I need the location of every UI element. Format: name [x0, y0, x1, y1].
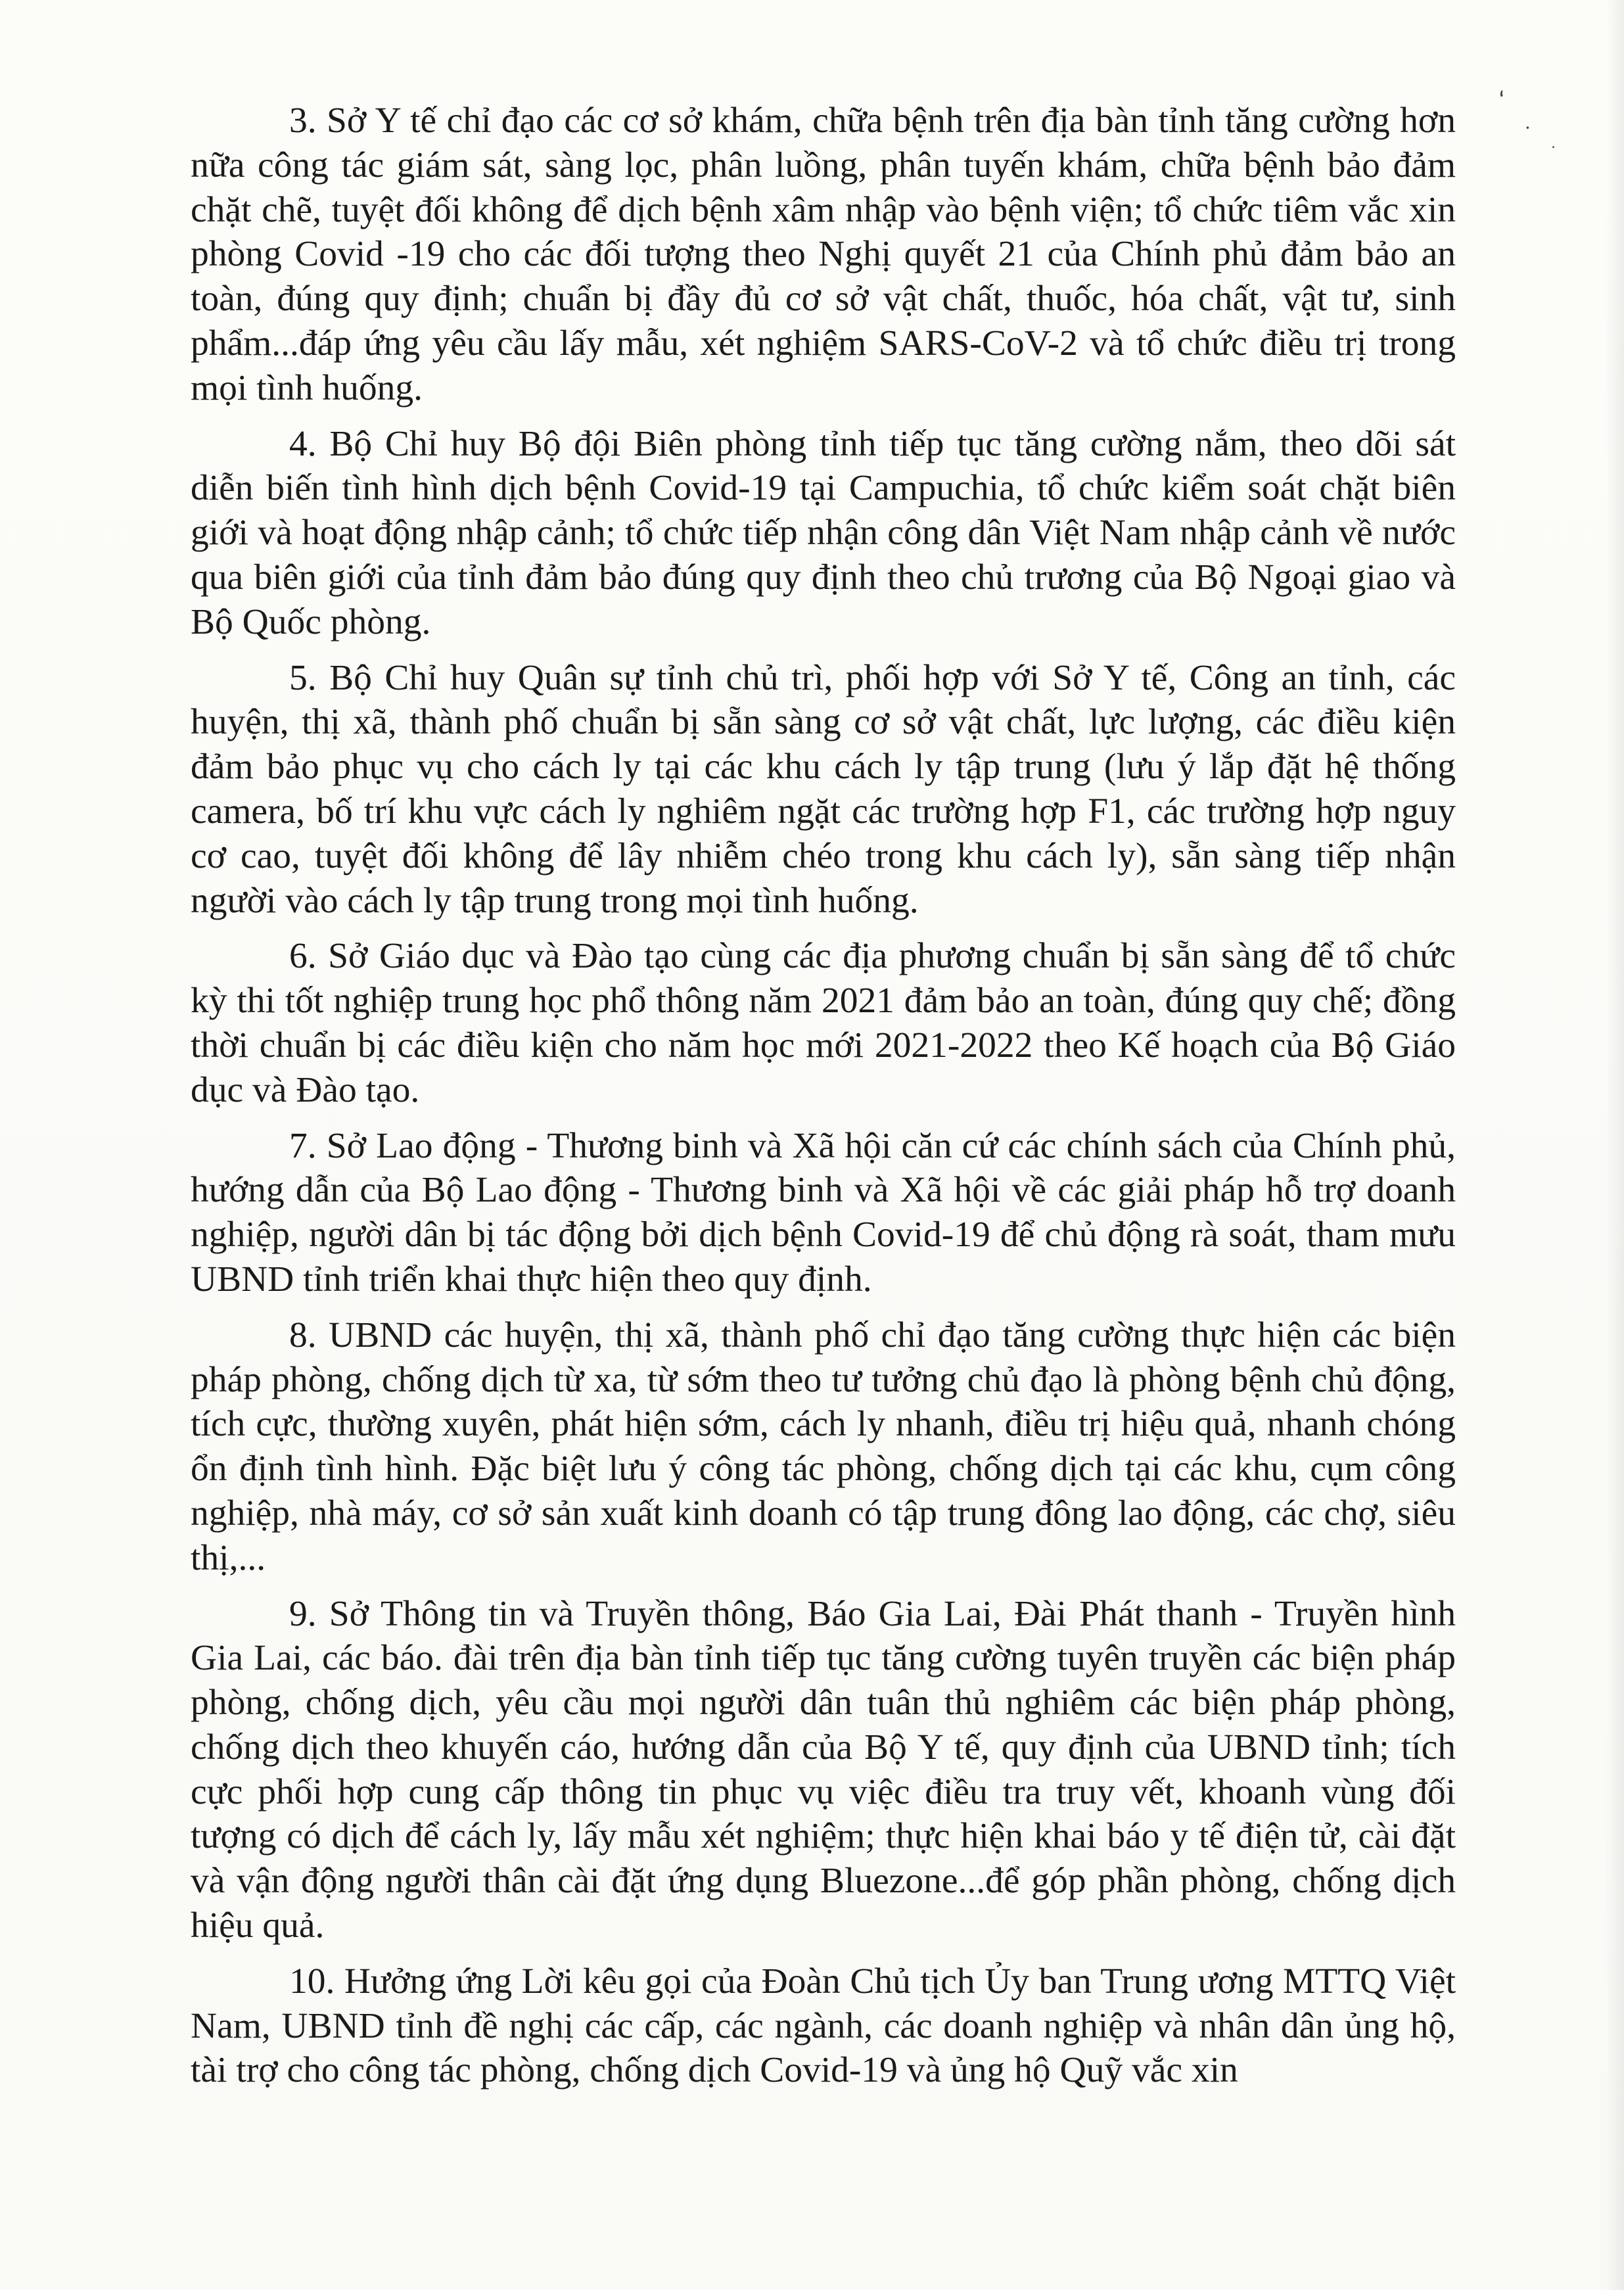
scan-mark: . [1551, 135, 1556, 152]
paragraph-3: 3. Sở Y tế chỉ đạo các cơ sở khám, chữa bệnh trên địa bàn tỉnh tăng cường hơn nữa công tác giám sát, sàng lọc, phân luồng, phân tuyến khám, chữa bệnh bảo đảm chặt chẽ, tuyệt đối không để dịch bệnh xâm nhập vào bệnh viện; tổ chức tiêm vắc xin phòng Covid -19 cho các đối tượng theo Nghị quyết 21 của Chính phủ đảm bảo an toàn, đúng quy định; chuẩn bị đầy đủ cơ sở vật chất, thuốc, hóa chất, vật tư, sinh phẩm...đáp ứng yêu cầu lấy mẫu, xét nghiệm SARS-CoV-2 và tổ chức điều trị trong mọi tình huống. [191, 101, 1456, 408]
document-body [191, 99, 1456, 2104]
paragraph-5: 5. Bộ Chỉ huy Quân sự tỉnh chủ trì, phối hợp với Sở Y tế, Công an tỉnh, các huyện, thị xã, thành phố chuẩn bị sẵn sàng cơ sở vật chất, lực lượng, các điều kiện đảm bảo phục vụ cho cách ly tại các khu cách ly tập trung (lưu ý lắp đặt hệ thống camera, bố trí khu vực cách ly nghiêm ngặt các trường hợp F1, các trường hợp nguy cơ cao, tuyệt đối không để lây nhiễm chéo trong khu cách ly), sẵn sàng tiếp nhận người vào cách ly tập trung trong mọi tình huống. [191, 657, 1456, 921]
paragraph-6: 6. Sở Giáo dục và Đào tạo cùng các địa phương chuẩn bị sẵn sàng để tổ chức kỳ thi tốt nghiệp trung học phổ thông năm 2021 đảm bảo an toàn, đúng quy chế; đồng thời chuẩn bị các điều kiện cho năm học mới 2021-2022 theo Kế hoạch của Bộ Giáo dục và Đào tạo. [191, 936, 1456, 1110]
paragraph-8: 8. UBND các huyện, thị xã, thành phố chỉ đạo tăng cường thực hiện các biện pháp phòng, chống dịch từ xa, từ sớm theo tư tưởng chủ đạo là phòng bệnh chủ động, tích cực, thường xuyên, phát hiện sớm, cách ly nhanh, điều trị hiệu quả, nhanh chóng ổn định tình hình. Đặc biệt lưu ý công tác phòng, chống dịch tại các khu, cụm công nghiệp, nhà máy, cơ sở sản xuất kinh doanh có tập trung đông lao động, các chợ, siêu thị,... [191, 1315, 1456, 1578]
paragraph-7: 7. Sở Lao động - Thương binh và Xã hội căn cứ các chính sách của Chính phủ, hướng dẫn của Bộ Lao động - Thương binh và Xã hội về các giải pháp hỗ trợ doanh nghiệp, người dân bị tác động bởi dịch bệnh Covid-19 để chủ động rà soát, tham mưu UBND tỉnh triển khai thực hiện theo quy định. [191, 1125, 1456, 1299]
scan-mark: ‘ [1495, 86, 1512, 114]
scan-mark: · [1525, 117, 1531, 139]
paragraph-4: 4. Bộ Chỉ huy Bộ đội Biên phòng tỉnh tiếp tục tăng cường nắm, theo dõi sát diễn biến tình hình dịch bệnh Covid-19 tại Campuchia, tổ chức kiểm soát chặt biên giới và hoạt động nhập cảnh; tổ chức tiếp nhận công dân Việt Nam nhập cảnh về nước qua biên giới của tỉnh đảm bảo đúng quy định theo chủ trương của Bộ Ngoại giao và Bộ Quốc phòng. [191, 423, 1456, 642]
scan-edge-shadow [1606, 0, 1624, 2290]
paragraph-9: 9. Sở Thông tin và Truyền thông, Báo Gia Lai, Đài Phát thanh - Truyền hình Gia Lai, các báo. đài trên địa bàn tỉnh tiếp tục tăng cường tuyên truyền các biện pháp phòng, chống dịch, yêu cầu mọi người dân tuân thủ nghiêm các biện pháp phòng, chống dịch theo khuyến cáo, hướng dẫn của Bộ Y tế, quy định của UBND tỉnh; tích cực phối hợp cung cấp thông tin phục vụ việc điều tra truy vết, khoanh vùng đối tượng có dịch để cách ly, lấy mẫu xét nghiệm; thực hiện khai báo y tế điện tử, cài đặt và vận động người thân cài đặt ứng dụng Bluezone...để góp phần phòng, chống dịch hiệu quả. [191, 1593, 1456, 1946]
paragraph-10: 10. Hưởng ứng Lời kêu gọi của Đoàn Chủ tịch Ủy ban Trung ương MTTQ Việt Nam, UBND tỉnh đề nghị các cấp, các ngành, các doanh nghiệp và nhân dân ủng hộ, tài trợ cho công tác phòng, chống dịch Covid-19 và ủng hộ Quỹ vắc xin [191, 1961, 1456, 2091]
